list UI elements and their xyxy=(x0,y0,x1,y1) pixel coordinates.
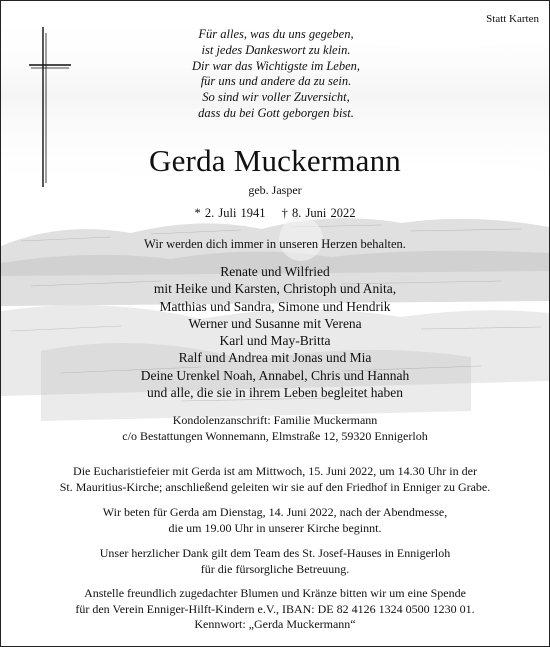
poem-line: für uns und andere da zu sein. xyxy=(200,74,352,89)
family-line: Matthias und Sandra, Simone und Hendrik xyxy=(159,298,391,314)
poem-line: ist jedes Dankeswort zu klein. xyxy=(201,42,351,57)
family-line: Ralf und Andrea mit Jonas und Mia xyxy=(178,350,372,366)
notice-line: Anstelle freundlich zugedachter Blumen und Kränze bitten wir um eine Spende xyxy=(84,586,466,600)
notice-line: die um 19.00 Uhr in unserer Kirche beginnt. xyxy=(168,520,382,535)
deceased-name: Gerda Muckermann xyxy=(149,143,401,178)
statt-karten-label: Statt Karten xyxy=(486,13,539,25)
kondolenz-line: c/o Bestattungen Wonnemann, Elmstraße 12, 59320 Ennigerloh xyxy=(122,428,428,443)
poem-line: Dir war das Wichtigste im Leben, xyxy=(191,58,361,73)
notice-line: für die fürsorgliche Betreuung. xyxy=(200,561,350,576)
maiden-name: geb. Jasper xyxy=(248,183,302,197)
eucharistie-notice xyxy=(1,464,549,495)
notice-line: Die Eucharistiefeier mit Gerda ist am Mittwoch, 15. Juni 2022, um 14.30 Uhr in der xyxy=(73,464,477,478)
notice-line: für den Verein Enniger-Hilft-Kindern e.V., IBAN: DE 82 4126 1324 0500 1230 01. xyxy=(75,601,475,616)
family-list xyxy=(1,263,549,401)
family-line: Deine Urenkel Noah, Annabel, Chris und Hannah xyxy=(140,367,410,383)
family-line: Werner und Susanne mit Verena xyxy=(188,315,362,331)
gebet-notice xyxy=(1,505,549,536)
motto: Wir werden dich immer in unseren Herzen behalten. xyxy=(144,237,406,251)
family-line: mit Heike und Karsten, Christoph und Anita, xyxy=(153,281,397,297)
notice-line: Unser herzlicher Dank gilt dem Team des St. Josef-Hauses in Ennigerloh xyxy=(99,546,451,560)
poem-line: dass du bei Gott geborgen bist. xyxy=(198,105,354,120)
poem-line: So sind wir voller Zuversicht, xyxy=(202,90,350,105)
family-line: Karl und May-Britta xyxy=(219,333,331,349)
notice-line: Wir beten für Gerda am Dienstag, 14. Juni 2022, nach der Abendmesse, xyxy=(102,505,448,519)
poem-line: Für alles, was du uns gegeben, xyxy=(198,27,354,41)
kondolenz-address xyxy=(1,413,549,444)
dank-notice xyxy=(1,546,549,577)
kondolenz-line: Kondolenzanschrift: Familie Muckermann xyxy=(172,413,378,427)
notice-line: St. Mauritius-Kirche; anschließend geleiten wir sie auf den Friedhof in Enniger zu Grabe. xyxy=(59,479,491,494)
birth-date: * 2. Juli 1941 xyxy=(194,206,266,220)
life-dates xyxy=(1,206,549,221)
poem xyxy=(161,27,391,122)
spende-notice xyxy=(1,586,549,633)
family-line: Renate und Wilfried xyxy=(220,264,330,279)
family-line: und alle, die sie in ihrem Leben begleitet haben xyxy=(146,385,404,401)
notice-line: Kennwort: „Gerda Muckermann“ xyxy=(194,617,356,632)
death-date: † 8. Juni 2022 xyxy=(281,206,356,220)
